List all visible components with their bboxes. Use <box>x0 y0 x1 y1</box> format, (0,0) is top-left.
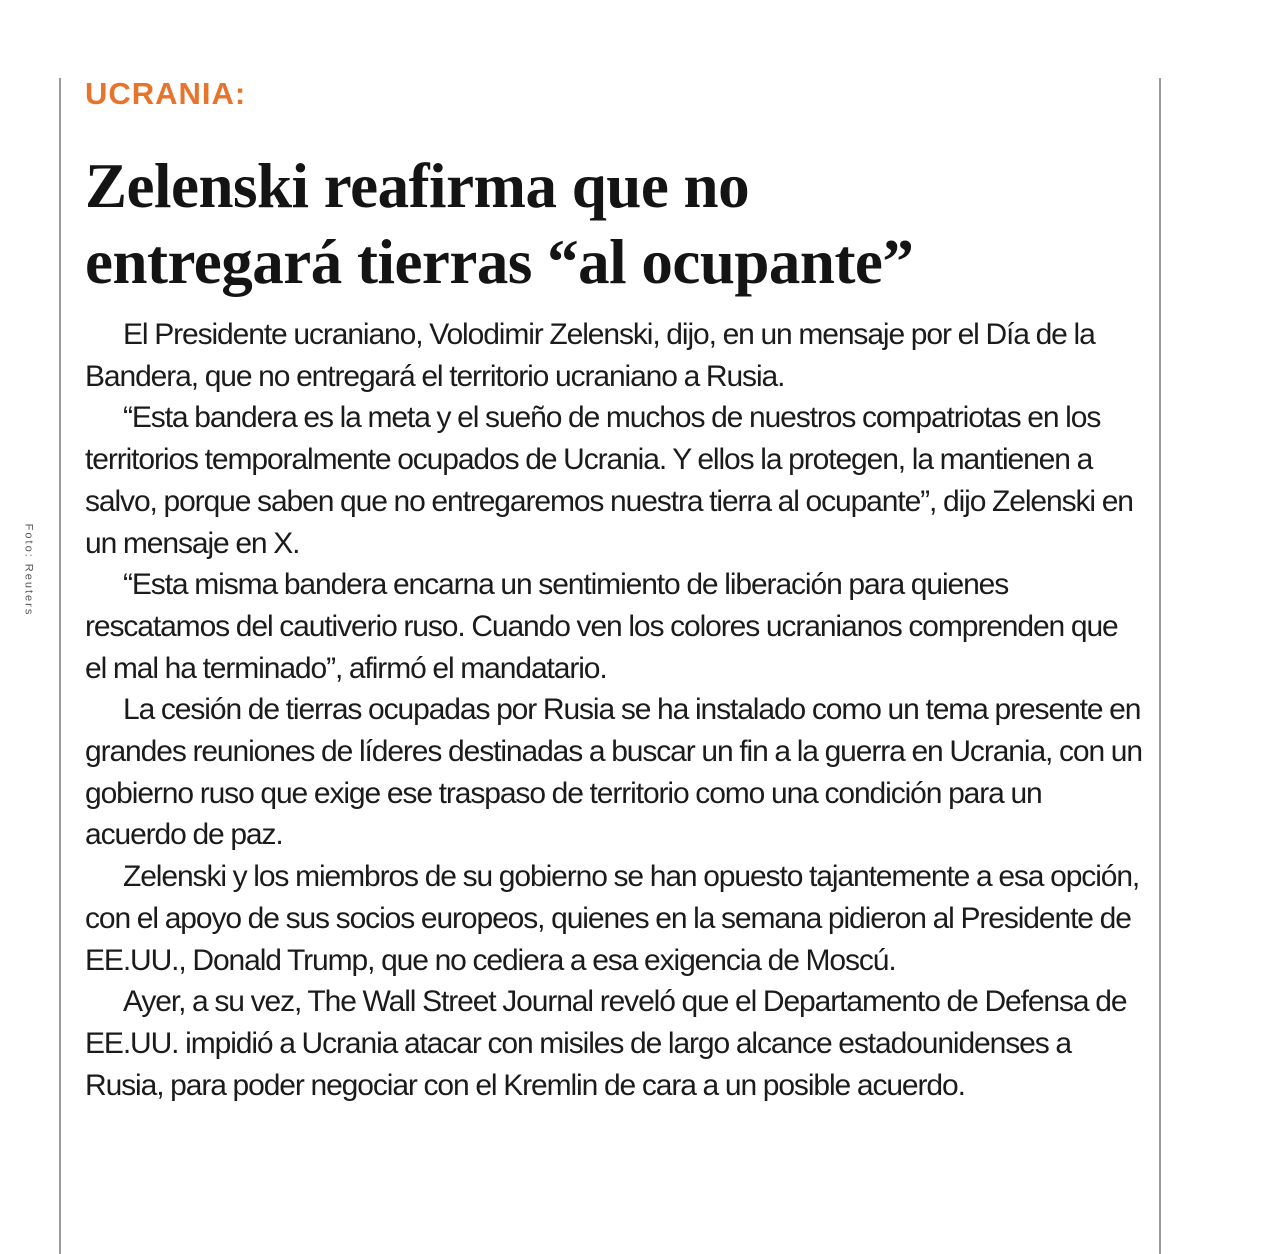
article-headline <box>85 148 1125 300</box>
photo-credit-text: Foto: Reuters <box>22 523 35 617</box>
body-paragraph-2: “Esta bandera es la meta y el sueño de muchos de nuestros compatriotas en los territorios temporalmente ocupados de Ucrania. Y ellos la protegen, la mantienen a salvo, porque saben que no entregaremos nuestra tierra al ocupante”, dijo Zelenski en un mensaje en X. <box>85 401 1133 560</box>
column-rule-left <box>59 78 61 1254</box>
body-paragraph-6: Ayer, a su vez, The Wall Street Journal reveló que el Departamento de Defensa de EE.UU. impidió a Ucrania atacar con misiles de largo alcance estadounidenses a Rusia, para poder negociar con el Kremlin de cara a un posible acuerdo. <box>85 985 1127 1102</box>
body-paragraph-4: La cesión de tierras ocupadas por Rusia se ha instalado como un tema presente en grandes reuniones de líderes destinadas a buscar un fin a la guerra en Ucrania, con un gobierno ruso que exige ese traspaso de territorio como una condición para un acuerdo de paz. <box>85 693 1142 852</box>
headline-line-2: entregará tierras “al ocupante” <box>85 227 914 297</box>
section-kicker: UCRANIA: <box>85 76 247 111</box>
article-body <box>85 314 1145 1106</box>
news-article <box>85 74 1145 1106</box>
body-paragraph-3: “Esta misma bandera encarna un sentimiento de liberación para quienes rescatamos del cautiverio ruso. Cuando ven los colores ucranianos comprenden que el mal ha terminado”, afirmó el mandatario. <box>85 568 1118 685</box>
headline-line-1: Zelenski reafirma que no <box>85 151 750 221</box>
body-paragraph-1: El Presidente ucraniano, Volodimir Zelenski, dijo, en un mensaje por el Día de la Bandera, que no entregará el territorio ucraniano a Rusia. <box>85 318 1095 393</box>
body-paragraph-5: Zelenski y los miembros de su gobierno se han opuesto tajantemente a esa opción, con el apoyo de sus socios europeos, quienes en la semana pidieron al Presidente de EE.UU., Donald Trump, que no cediera a esa exigencia de Moscú. <box>85 860 1140 977</box>
column-rule-right <box>1159 78 1161 1254</box>
photo-credit-vertical <box>8 490 48 650</box>
